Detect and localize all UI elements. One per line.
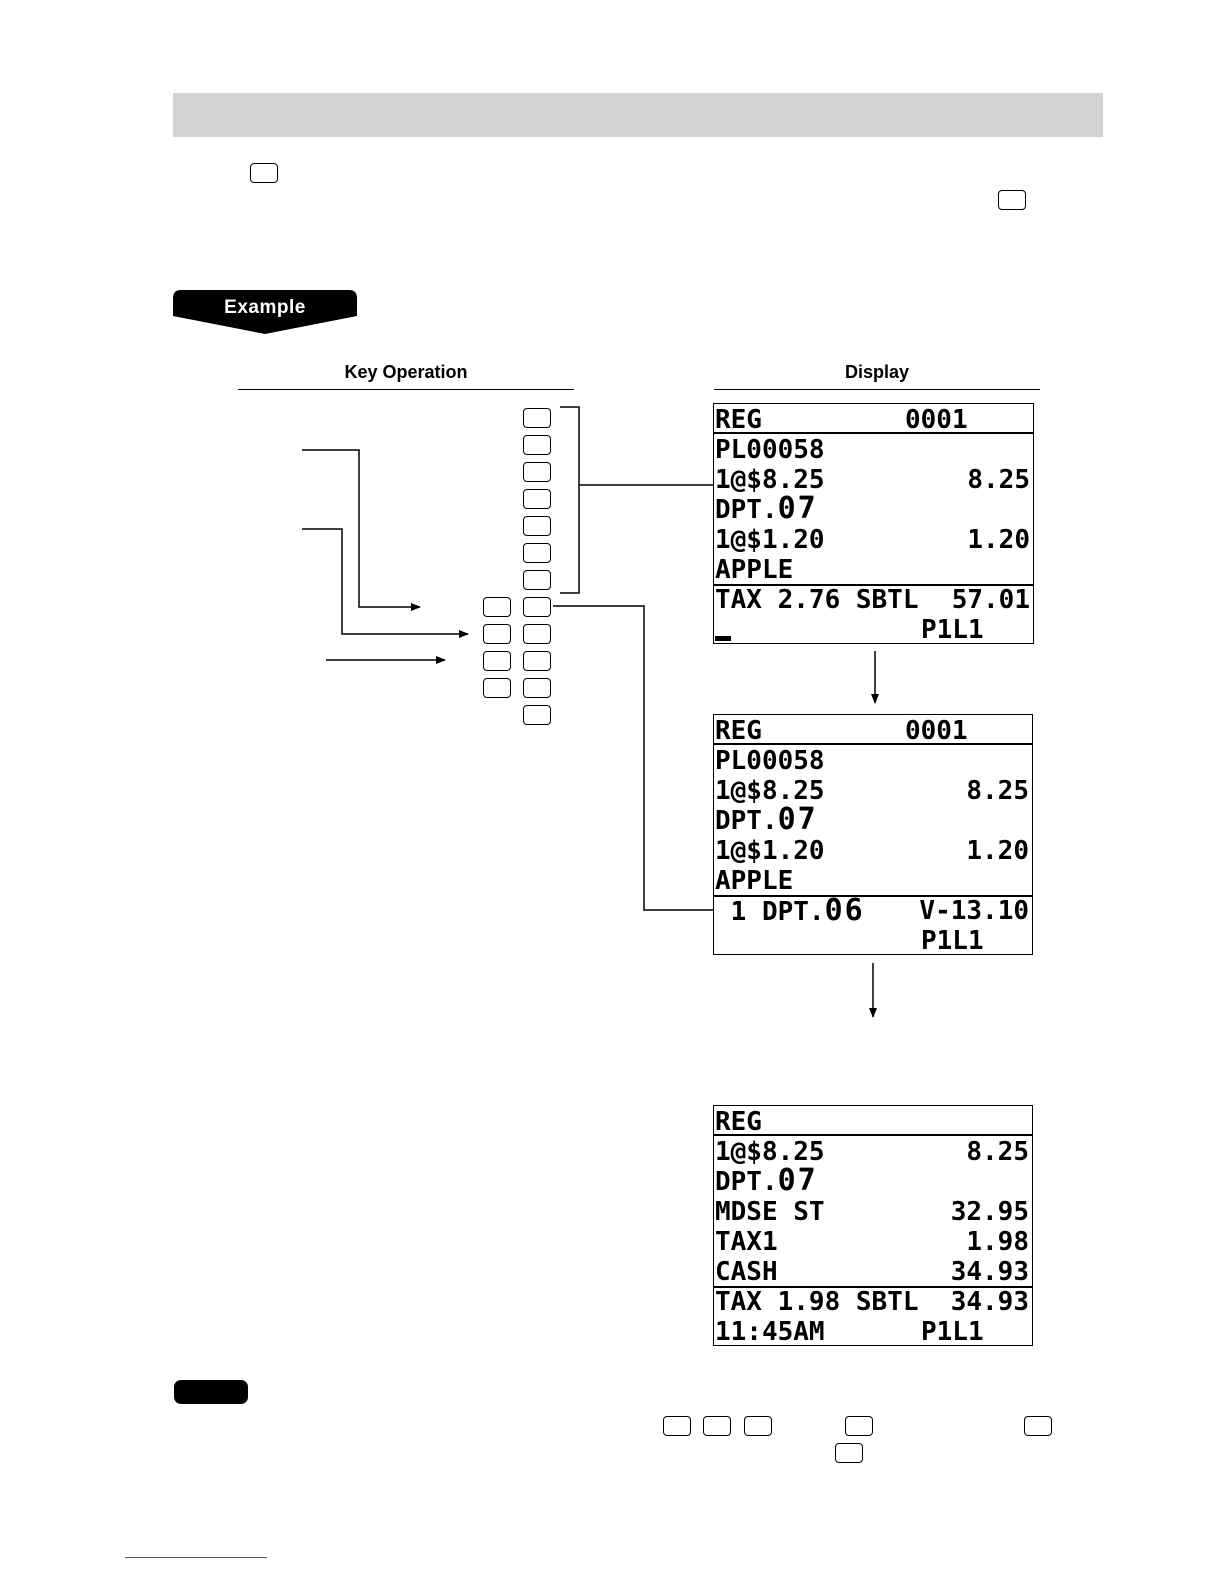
display-line: 1@$8.25	[715, 1137, 825, 1167]
display-screen-2	[713, 714, 1033, 955]
display-mode: REG	[715, 1107, 762, 1137]
display-heading: Display	[844, 362, 910, 382]
display-screen-1	[713, 403, 1034, 644]
key-icon	[835, 1443, 863, 1463]
display-mode: REG	[715, 405, 762, 435]
display-amount: 8.25	[967, 465, 1030, 495]
key-icon	[523, 570, 551, 590]
display-mode: REG	[715, 716, 762, 746]
key-icon	[703, 1416, 731, 1436]
display-line: 1@$1.20	[715, 525, 825, 555]
key-icon	[483, 651, 511, 671]
key-icon	[483, 624, 511, 644]
display-line: 1@$8.25	[715, 465, 825, 495]
example-label: Example	[224, 297, 306, 318]
display-amount: V-13.10	[919, 896, 1029, 926]
example-tab	[173, 290, 357, 334]
key-icon	[523, 462, 551, 482]
display-amount: 57.01	[951, 585, 1030, 615]
display-line: APPLE	[715, 555, 794, 585]
display-tax-subtotal: TAX 1.98 SBTL	[715, 1287, 919, 1317]
key-icon	[523, 408, 551, 428]
key-icon	[523, 543, 551, 563]
display-page-line: P1L1	[921, 1317, 984, 1347]
display-line: DPT.	[715, 1167, 778, 1197]
display-line: DPT.	[715, 495, 778, 525]
display-line: DPT.	[715, 806, 778, 836]
display-line: 1@$8.25	[715, 776, 825, 806]
note-badge	[174, 1380, 248, 1404]
key-icon	[845, 1416, 873, 1436]
department-code: 06	[824, 893, 865, 928]
display-tax-subtotal: TAX 2.76 SBTL	[715, 585, 919, 615]
display-divider	[714, 1134, 1032, 1136]
key-icon	[998, 190, 1026, 210]
department-code: 07	[777, 802, 818, 837]
display-amount: 1.20	[966, 836, 1029, 866]
display-screen-3	[713, 1105, 1033, 1346]
display-amount: 1.98	[966, 1227, 1029, 1257]
key-icon	[523, 435, 551, 455]
display-amount: 32.95	[950, 1197, 1029, 1227]
display-clerk: 0001	[905, 405, 968, 435]
display-page-line: P1L1	[921, 615, 984, 645]
department-code: 07	[777, 491, 818, 526]
cursor-icon	[715, 636, 731, 641]
key-icon	[663, 1416, 691, 1436]
key-icon	[523, 705, 551, 725]
display-divider	[714, 432, 1033, 434]
display-line: APPLE	[715, 866, 794, 896]
department-code: 07	[777, 1163, 818, 1198]
key-icon	[483, 678, 511, 698]
key-icon	[523, 651, 551, 671]
key-icon	[523, 597, 551, 617]
display-line: MDSE ST	[715, 1197, 825, 1227]
key-icon	[523, 678, 551, 698]
key-operation-rule	[238, 389, 574, 390]
key-operation-heading: Key Operation	[344, 362, 468, 382]
display-line: 1 DPT.	[715, 897, 825, 927]
footer-rule	[125, 1557, 267, 1558]
key-icon	[523, 624, 551, 644]
display-line: PL00058	[715, 435, 825, 465]
section-header-bar	[173, 93, 1103, 137]
key-icon	[1024, 1416, 1052, 1436]
display-line: CASH	[715, 1257, 778, 1287]
display-amount: 8.25	[966, 1137, 1029, 1167]
key-icon	[744, 1416, 772, 1436]
display-line: PL00058	[715, 746, 825, 776]
display-rule	[714, 389, 1040, 390]
key-icon	[250, 163, 278, 183]
display-amount: 1.20	[967, 525, 1030, 555]
display-time: 11:45AM	[715, 1317, 825, 1347]
display-line: 1@$1.20	[715, 836, 825, 866]
key-icon	[483, 597, 511, 617]
display-amount: 34.93	[950, 1257, 1029, 1287]
key-icon	[523, 489, 551, 509]
display-amount: 8.25	[966, 776, 1029, 806]
display-divider	[714, 743, 1032, 745]
display-amount: 34.93	[950, 1287, 1029, 1317]
display-line: TAX1	[715, 1227, 778, 1257]
key-icon	[523, 516, 551, 536]
display-clerk: 0001	[905, 716, 968, 746]
display-page-line: P1L1	[921, 926, 984, 956]
